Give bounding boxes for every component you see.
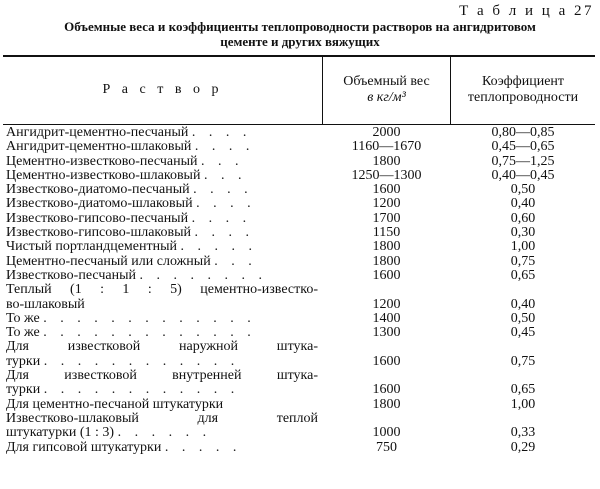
volume-weight-cell: 1600 bbox=[372, 267, 401, 283]
mortar-name-text: Для известковой наружной штука- bbox=[6, 339, 318, 355]
conductivity-cell: 1,00 bbox=[510, 239, 536, 255]
dot-leader: . . . . . . . . bbox=[139, 267, 267, 283]
mortar-name bbox=[6, 226, 318, 240]
dot-leader: . . . . . . . . . . . . . bbox=[43, 325, 256, 341]
header-volume-weight-line: Объемный вес bbox=[343, 74, 430, 89]
table-caption bbox=[0, 19, 600, 49]
conductivity-cell: 0,40 bbox=[510, 196, 536, 212]
volume-weight-cell: 2000 bbox=[372, 125, 401, 140]
mortar-name-text: Известково-гипсово-песчаный bbox=[6, 210, 189, 226]
mortar-name-line bbox=[6, 183, 318, 197]
header-conductivity-line: теплопроводности bbox=[467, 90, 579, 105]
conductivity-cell: 0,75 bbox=[510, 253, 536, 269]
mortar-name bbox=[6, 155, 318, 169]
caption-line: цементе и других вяжущих bbox=[220, 34, 380, 49]
volume-weight-cell: 1800 bbox=[372, 396, 401, 412]
table-row bbox=[0, 340, 600, 369]
table-row bbox=[0, 312, 600, 326]
mortar-name-text: Цементно-песчаный или сложный bbox=[6, 253, 211, 269]
dot-leader: . . . bbox=[203, 167, 247, 183]
mortar-name-line bbox=[6, 269, 318, 283]
conductivity-cell: 0,40 bbox=[510, 296, 536, 312]
table-row bbox=[0, 212, 600, 226]
volume-weight-cell: 1600 bbox=[372, 353, 401, 369]
table-row bbox=[0, 441, 600, 455]
header-volume-weight bbox=[323, 56, 450, 124]
table-row bbox=[0, 412, 600, 441]
mortar-name-line bbox=[6, 226, 318, 240]
mortar-name bbox=[6, 312, 318, 326]
table-row bbox=[0, 140, 600, 154]
mortar-name-text: Известково-гипсово-шлаковый bbox=[6, 225, 192, 241]
table-row bbox=[0, 398, 600, 412]
mortar-name-line bbox=[6, 326, 318, 340]
mortar-name-text: Цементно-известково-шлаковый bbox=[6, 167, 201, 183]
volume-weight-cell: 1600 bbox=[372, 382, 401, 398]
table-row bbox=[0, 240, 600, 254]
mortar-name-line bbox=[6, 298, 318, 312]
mortar-name-line bbox=[6, 255, 318, 269]
dot-leader: . . . . . . . . . . . . bbox=[43, 382, 240, 398]
mortar-name bbox=[6, 169, 318, 183]
table-row bbox=[0, 126, 600, 140]
conductivity-cell: 0,80—0,85 bbox=[491, 125, 555, 140]
volume-weight-cell: 1300 bbox=[372, 325, 401, 341]
table-row bbox=[0, 369, 600, 398]
header-mortar: Р а с т в о р bbox=[102, 82, 223, 97]
mortar-name bbox=[6, 212, 318, 226]
table-number: Т а б л и ц а 27 bbox=[459, 3, 594, 19]
mortar-name bbox=[6, 412, 318, 441]
mortar-name bbox=[6, 398, 318, 412]
caption-line: Объемные веса и коэффициенты теплопроводности растворов на ангидритовом bbox=[64, 19, 536, 34]
conductivity-cell: 0,75 bbox=[510, 353, 536, 369]
mortar-name-text: турки bbox=[6, 382, 41, 398]
conductivity-cell: 0,30 bbox=[510, 225, 536, 241]
volume-weight-cell: 1800 bbox=[372, 153, 401, 169]
mortar-name-text: Известково-диатомо-шлаковый bbox=[6, 196, 193, 212]
dot-leader: . . . . bbox=[191, 210, 252, 226]
mortar-name-text: Для цементно-песчаной штукатурки bbox=[6, 396, 224, 412]
volume-weight-cell: 1150 bbox=[372, 225, 401, 241]
mortar-name bbox=[6, 126, 318, 140]
conductivity-cell: 0,45—0,65 bbox=[491, 139, 555, 155]
table-row bbox=[0, 255, 600, 269]
mortar-name-text: Ангидрит-цементно-песчаный bbox=[6, 125, 189, 140]
volume-weight-cell: 1400 bbox=[372, 310, 401, 326]
dot-leader: . . . . bbox=[194, 139, 255, 155]
mortar-name-text: То же bbox=[6, 310, 40, 326]
volume-weight-cell: 750 bbox=[376, 439, 397, 455]
mortar-name-text: Чистый портландцементный bbox=[6, 239, 177, 255]
table-row bbox=[0, 269, 600, 283]
volume-weight-cell: 1800 bbox=[372, 239, 401, 255]
mortar-name-line bbox=[6, 240, 318, 254]
table-row bbox=[0, 169, 600, 183]
mortar-name-line bbox=[6, 312, 318, 326]
mortar-name bbox=[6, 283, 318, 312]
conductivity-cell: 0,50 bbox=[510, 310, 536, 326]
dot-leader: . . . . bbox=[196, 196, 256, 212]
dot-leader: . . . . . bbox=[180, 239, 257, 255]
mortar-name-text: Цементно-известково-песчаный bbox=[6, 153, 198, 169]
table-row bbox=[0, 226, 600, 240]
header-volume-weight-unit: в кг/м³ bbox=[367, 90, 406, 105]
mortar-name-text: Теплый (1 : 1 : 5) цементно-известко- bbox=[6, 282, 318, 298]
conductivity-cell: 0,65 bbox=[510, 267, 536, 283]
mortar-name-line bbox=[6, 283, 318, 297]
table-row bbox=[0, 155, 600, 169]
conductivity-cell: 0,45 bbox=[510, 325, 536, 341]
mortar-name-line bbox=[6, 369, 318, 383]
mortar-name-text: штукатурки (1 : 3) bbox=[6, 425, 115, 441]
mortar-name bbox=[6, 441, 318, 455]
dot-leader: . . . bbox=[214, 253, 257, 269]
mortar-name bbox=[6, 255, 318, 269]
conductivity-cell: 0,75—1,25 bbox=[491, 153, 555, 169]
mortar-name-line bbox=[6, 426, 318, 440]
mortar-name-line bbox=[6, 169, 318, 183]
dot-leader: . . . . . . . . . . . . . bbox=[43, 310, 256, 326]
volume-weight-cell: 1000 bbox=[372, 425, 401, 441]
mortar-name bbox=[6, 140, 318, 154]
mortar-name-text: во-шлаковый bbox=[6, 296, 85, 312]
mortar-name bbox=[6, 369, 318, 398]
dot-leader: . . . . . bbox=[164, 439, 242, 455]
mortar-name-text: Ангидрит-цементно-шлаковый bbox=[6, 139, 192, 155]
mortar-name-line bbox=[6, 355, 318, 369]
mortar-name-line bbox=[6, 197, 318, 211]
volume-weight-cell: 1800 bbox=[372, 253, 401, 269]
header-conductivity-line: Коэффициент bbox=[481, 74, 565, 89]
mortar-name-text: Для гипсовой штукатурки bbox=[6, 439, 162, 455]
conductivity-cell: 0,40—0,45 bbox=[491, 167, 555, 183]
header-conductivity bbox=[451, 56, 595, 124]
mortar-name bbox=[6, 340, 318, 369]
dot-leader: . . . . . . bbox=[117, 425, 212, 441]
dot-leader: . . . . . . . . . . . . bbox=[43, 353, 240, 369]
mortar-name-line bbox=[6, 340, 318, 354]
mortar-name-line bbox=[6, 212, 318, 226]
conductivity-cell: 1,00 bbox=[510, 396, 536, 412]
dot-leader: . . . . bbox=[191, 125, 252, 140]
conductivity-cell: 0,29 bbox=[510, 439, 536, 455]
volume-weight-cell: 1600 bbox=[372, 182, 401, 198]
dot-leader: . . . bbox=[201, 153, 244, 169]
dot-leader: . . . . bbox=[194, 225, 255, 241]
mortar-name bbox=[6, 326, 318, 340]
mortar-name-text: Известково-песчаный bbox=[6, 267, 136, 283]
mortar-name bbox=[6, 269, 318, 283]
mortar-name-line bbox=[6, 398, 318, 412]
table-body bbox=[0, 126, 600, 455]
table-row bbox=[0, 197, 600, 211]
dot-leader: . . . . bbox=[193, 182, 253, 198]
mortar-name-line bbox=[6, 383, 318, 397]
conductivity-cell: 0,60 bbox=[510, 210, 536, 226]
mortar-name-line bbox=[6, 140, 318, 154]
mortar-name-line bbox=[6, 126, 318, 140]
volume-weight-cell: 1250—1300 bbox=[351, 167, 422, 183]
conductivity-cell: 0,50 bbox=[510, 182, 536, 198]
mortar-name-line bbox=[6, 412, 318, 426]
table-row bbox=[0, 283, 600, 312]
mortar-name-text: Известково-диатомо-песчаный bbox=[6, 182, 190, 198]
volume-weight-cell: 1700 bbox=[372, 210, 401, 226]
mortar-name-line bbox=[6, 155, 318, 169]
mortar-name bbox=[6, 183, 318, 197]
table-row bbox=[0, 326, 600, 340]
mortar-name-text: Известково-шлаковый для теплой bbox=[6, 410, 318, 426]
table-row bbox=[0, 183, 600, 197]
conductivity-cell: 0,65 bbox=[510, 382, 536, 398]
mortar-name bbox=[6, 240, 318, 254]
volume-weight-cell: 1200 bbox=[372, 296, 401, 312]
conductivity-cell: 0,33 bbox=[510, 425, 536, 441]
mortar-name-text: Для известковой внутренней штука- bbox=[6, 368, 318, 384]
volume-weight-cell: 1200 bbox=[372, 196, 401, 212]
mortar-name-text: турки bbox=[6, 353, 41, 369]
volume-weight-cell: 1160—1670 bbox=[351, 139, 422, 155]
mortar-name-line bbox=[6, 441, 318, 455]
mortar-name bbox=[6, 197, 318, 211]
mortar-name-text: То же bbox=[6, 325, 40, 341]
